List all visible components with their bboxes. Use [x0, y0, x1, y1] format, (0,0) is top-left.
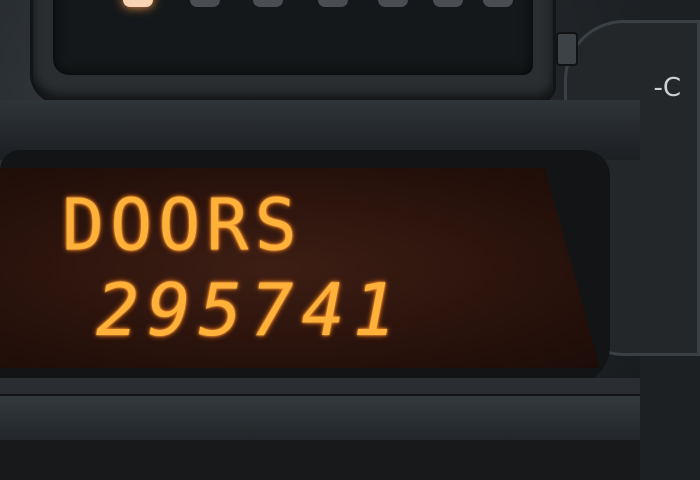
- lcd-odometer-value: 295741: [96, 268, 405, 352]
- indicator-segment: [253, 0, 283, 7]
- lcd-message-text: DOORS: [62, 183, 303, 267]
- right-gauge-mark: -C: [653, 73, 681, 103]
- indicator-segment: [378, 0, 408, 7]
- indicator-segment: [433, 0, 463, 7]
- indicator-segment-lit: [123, 0, 153, 7]
- bottom-shadow: [0, 440, 640, 480]
- lower-ledge: [0, 394, 640, 436]
- upper-gauge-face: [53, 0, 533, 75]
- upper-gauge-housing: [30, 0, 556, 104]
- bezel-notch: [556, 32, 578, 66]
- indicator-segment-row: [123, 0, 553, 13]
- indicator-segment: [483, 0, 513, 7]
- indicator-segment: [190, 0, 220, 7]
- indicator-segment: [318, 0, 348, 7]
